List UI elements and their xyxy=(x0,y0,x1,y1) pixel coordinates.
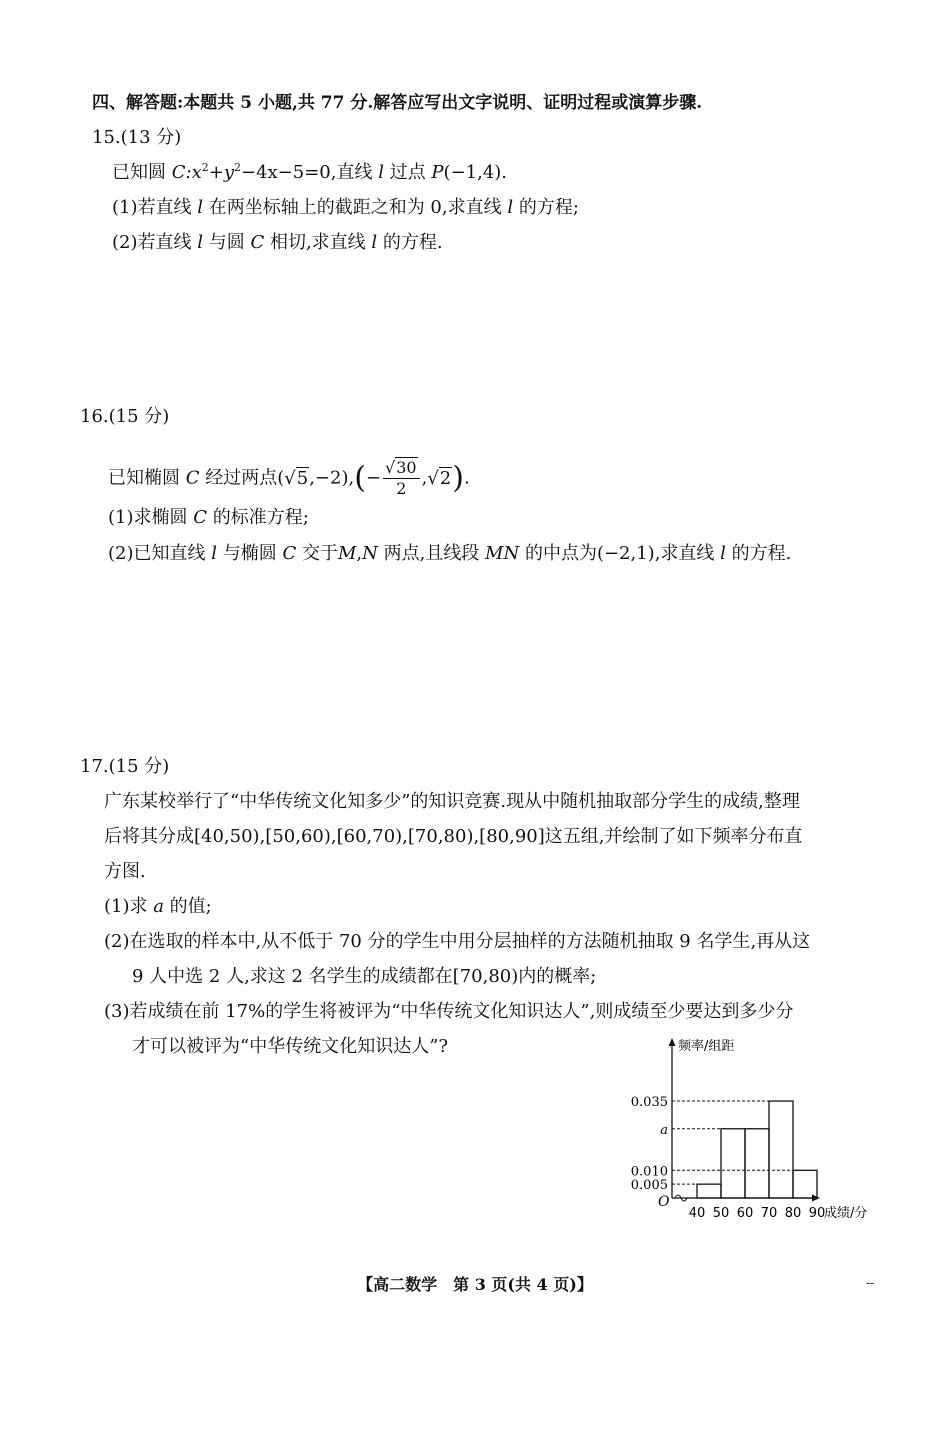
y-tick-label-a: a xyxy=(660,1122,668,1138)
x-tick-label-70: 70 xyxy=(760,1206,778,1221)
x-tick-label-40: 40 xyxy=(688,1206,706,1221)
section-title: 四、解答题:本题共 5 小题,共 77 分.解答应写出文字说明、证明过程或演算步骤. xyxy=(92,93,703,113)
frequency-histogram xyxy=(625,1036,885,1236)
sqrt-5: √5 xyxy=(284,467,309,489)
y-tick-label-0.010: 0.010 xyxy=(630,1164,668,1180)
x-tick-label-50: 50 xyxy=(712,1206,730,1221)
q17-part2-line1: (2)在选取的样本中,从不低于 70 分的学生中用分层抽样的方法随机抽取 9 名学生,再从这 xyxy=(104,931,811,952)
x-tick-label-90: 90 xyxy=(808,1206,826,1221)
page-footer: 【高二数学 第 3 页(共 4 页)】 xyxy=(357,1275,593,1294)
y-tick-label-0.035: 0.035 xyxy=(630,1095,668,1111)
q17-heading: 17.(15 分) xyxy=(80,756,170,777)
q15-heading: 15.(13 分) xyxy=(92,127,182,148)
x-axis-label: 成绩/分 xyxy=(824,1206,868,1221)
q16-stem: 已知椭圆 C 经过两点(√5,−2),(− $\frac{√30}{2}$ ,√2). xyxy=(108,458,470,498)
q17-part1: (1)求 a 的值; xyxy=(104,896,212,917)
q15-stem: 已知圆 $C:x^2+y^2-4x-5=0$,直线 l 过点 P(−1,4). xyxy=(112,161,508,183)
x-tick-label-80: 80 xyxy=(784,1206,802,1221)
q16-part2: (2)已知直线 l 与椭圆 C 交于M,N 两点,且线段 MN 的中点为(−2,1),求直线 l 的方程. xyxy=(108,543,792,564)
q17-part3-line1: (3)若成绩在前 17%的学生将被评为“中华传统文化知识达人”,则成绩至少要达到多少分 xyxy=(104,1001,794,1022)
histogram-bar-[40,50) xyxy=(697,1184,721,1198)
y-axis-arrow xyxy=(669,1038,676,1046)
histogram-bar-[50,60) xyxy=(721,1129,745,1198)
q15-part2: (2)若直线 l 与圆 C 相切,求直线 l 的方程. xyxy=(112,232,443,253)
q17-stem-line2: 后将其分成[40,50),[50,60),[60,70),[70,80),[80,90]这五组,并绘制了如下频率分布直 xyxy=(104,826,803,847)
y-tick-label-0.005: 0.005 xyxy=(630,1178,668,1194)
q16-heading: 16.(15 分) xyxy=(80,406,170,427)
q17-stem-line1: 广东某校举行了“中华传统文化知多少”的知识竞赛.现从中随机抽取部分学生的成绩,整理 xyxy=(104,791,800,812)
q15-part1: (1)若直线 l 在两坐标轴上的截距之和为 0,求直线 l 的方程; xyxy=(112,197,579,218)
y-axis-label: 频率/组距 xyxy=(678,1039,735,1054)
q17-part3-line2: 才可以被评为“中华传统文化知识达人”? xyxy=(132,1036,449,1057)
x-tick-label-60: 60 xyxy=(736,1206,754,1221)
q17-part2-line2: 9 人中选 2 人,求这 2 名学生的成绩都在[70,80)内的概率; xyxy=(132,966,597,987)
page-corner-mark: -- xyxy=(866,1276,875,1290)
histogram-bar-[80,90] xyxy=(793,1170,817,1198)
sqrt-2: √2 xyxy=(427,467,452,489)
origin-label: O xyxy=(658,1194,670,1210)
fraction-sqrt30-over-2: $\frac{√30}{2}$ xyxy=(383,458,420,499)
histogram-bar-[70,80) xyxy=(769,1101,793,1198)
q17-stem-line3: 方图. xyxy=(104,861,146,882)
histogram-bar-[60,70) xyxy=(745,1129,769,1198)
q16-part1: (1)求椭圆 C 的标准方程; xyxy=(108,507,309,528)
